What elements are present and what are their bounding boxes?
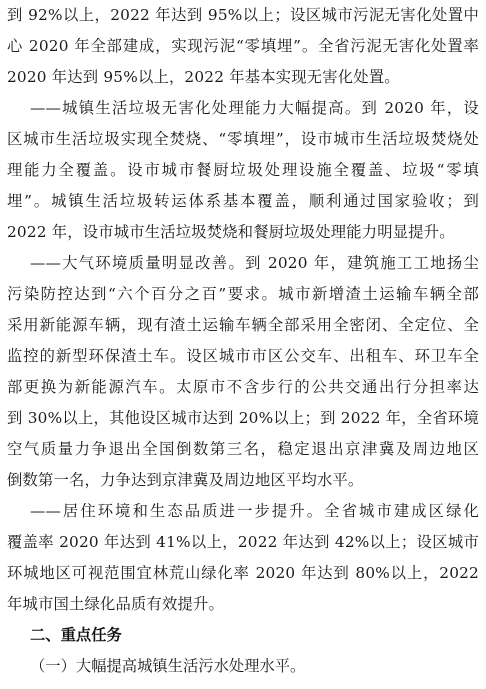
paragraph-start-line: ——大气环境质量明显改善。到 2020 年，建筑施工工地扬尘: [30, 254, 479, 272]
paragraph-start-line: ——居住环境和生态品质进一步提升。全省城市建成区绿化: [30, 502, 479, 520]
paragraph-start-line: ——城镇生活垃圾无害化处理能力大幅提高。到 2020 年，设: [30, 99, 479, 117]
text-line: 空气质量力争退出全国倒数第三名，稳定退出京津冀及周边地区: [7, 440, 479, 458]
text-line: 心 2020 年全部建成，实现污泥“零填埋”。全省污泥无害化处置率: [7, 37, 479, 55]
text-line: 环城地区可视范围宜林荒山绿化率 2020 年达到 80%以上，2022: [7, 564, 479, 582]
section-heading: 二、重点任务: [30, 626, 122, 644]
text-line: 年城市国土绿化品质有效提升。: [7, 595, 224, 613]
text-line: 埋”。城镇生活垃圾转运体系基本覆盖，顺利通过国家验收；到: [7, 192, 479, 210]
text-line: 部更换为新能源汽车。太原市不含步行的公共交通出行分担率达: [7, 378, 479, 396]
text-line: 到 30%以上，其他设区城市达到 20%以上；到 2022 年，全省环境: [7, 409, 479, 427]
text-line: 污染防控达到“六个百分之百”要求。城市新增渣土运输车辆全部: [7, 285, 479, 303]
text-line: 理能力全覆盖。设市城市餐厨垃圾处理设施全覆盖、垃圾“零填: [7, 161, 479, 179]
text-line: 倒数第一名，力争达到京津冀及周边地区平均水平。: [7, 471, 364, 489]
subsection-heading: （一）大幅提高城镇生活污水处理水平。: [30, 657, 306, 675]
text-line: 2022 年，设市城市生活垃圾焚烧和餐厨垃圾处理能力明显提升。: [7, 223, 455, 241]
text-line: 覆盖率 2020 年达到 41%以上，2022 年达到 42%以上；设区城市: [7, 533, 479, 551]
text-line: 监控的新型环保渣土车。设区城市市区公交车、出租车、环卫车全: [7, 347, 479, 365]
text-line: 到 92%以上，2022 年达到 95%以上；设区城市污泥无害化处置中: [7, 6, 479, 24]
text-line: 采用新能源车辆，现有渣土运输车辆全部采用全密闭、全定位、全: [7, 316, 479, 334]
text-line: 区城市生活垃圾实现全焚烧、“零填埋”，设市城市生活垃圾焚烧处: [7, 130, 479, 148]
text-line: 2020 年达到 95%以上，2022 年基本实现无害化处置。: [7, 68, 400, 86]
